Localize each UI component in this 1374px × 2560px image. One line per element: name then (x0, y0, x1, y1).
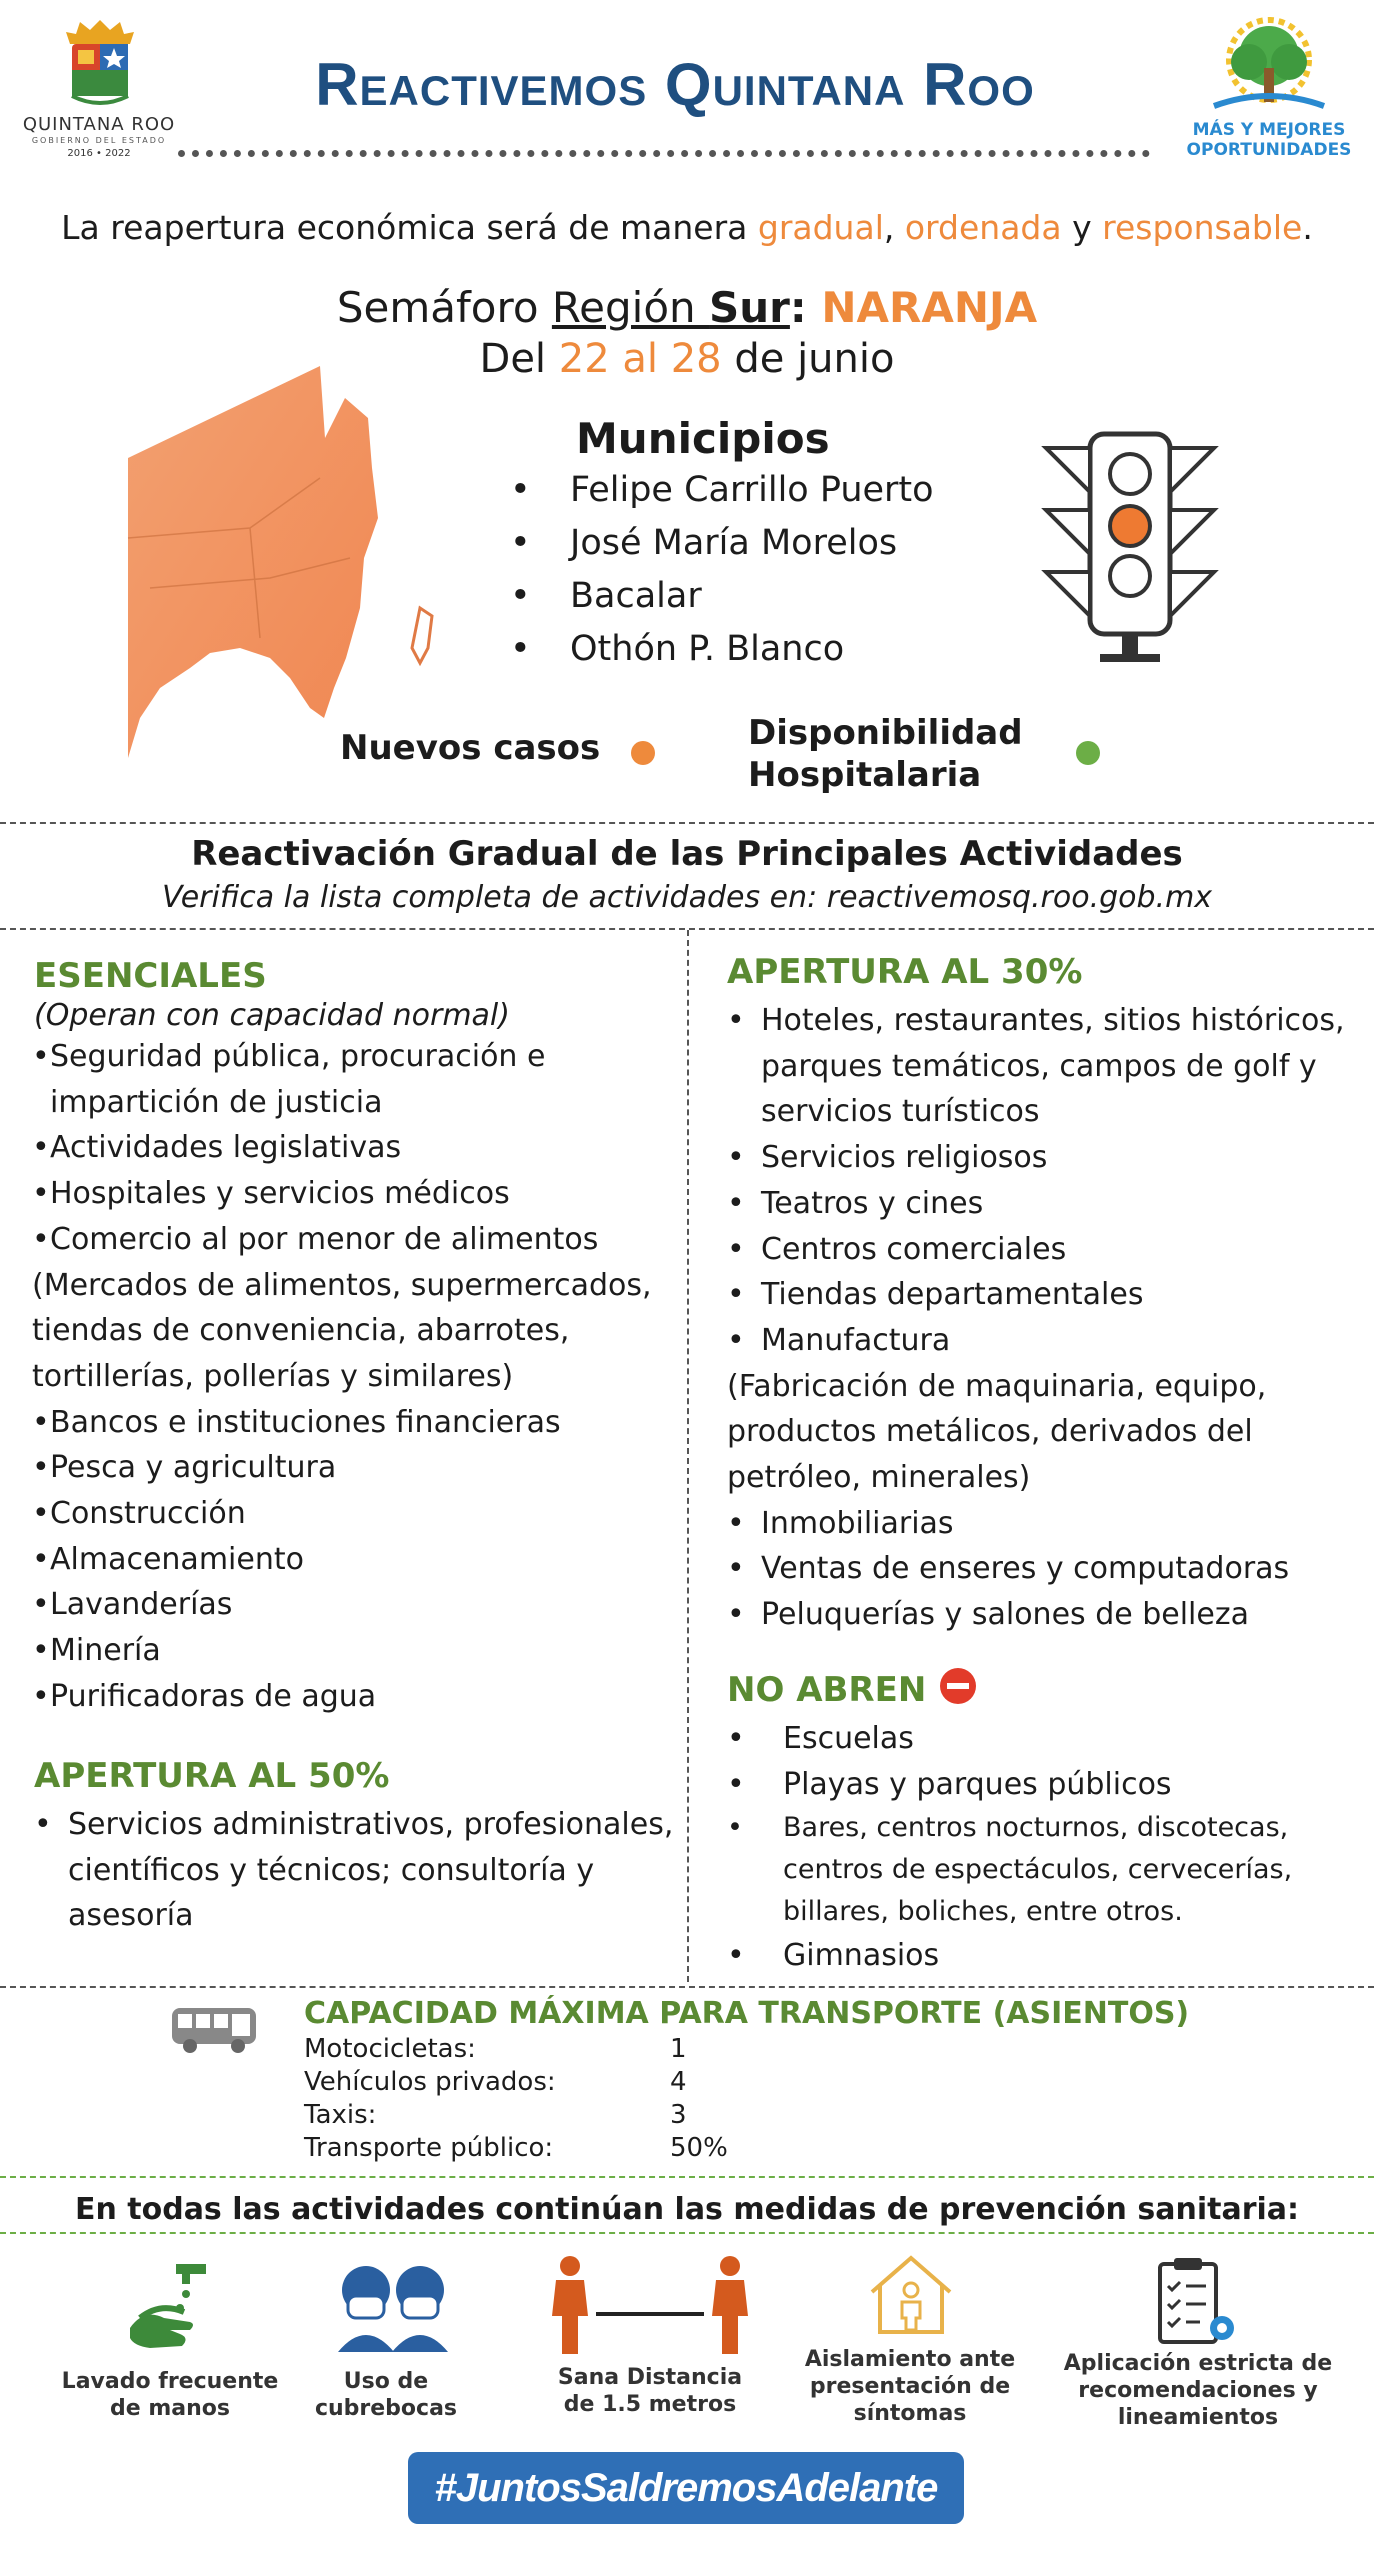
disponibilidad-hospitalaria-label (748, 712, 1023, 796)
caption-line: Lavado frecuente (61, 2369, 279, 2394)
intro-prefix: La reapertura económica será de manera (61, 208, 758, 247)
nuevos-casos-label: Nuevos casos (340, 728, 601, 768)
list-item: petróleo, minerales) (727, 1460, 1031, 1496)
tree-logo-icon (1204, 16, 1334, 116)
reactivacion-title: Reactivación Gradual de las Principales Actividades (191, 834, 1183, 874)
handwashing-icon (120, 2258, 220, 2358)
semaforo-heading (300, 283, 1074, 332)
transporte-value: 1 (670, 2034, 687, 2064)
date-suffix: de junio (721, 336, 895, 382)
list-item: asesoría (68, 1898, 194, 1934)
list-item: impartición de justicia (50, 1084, 383, 1120)
list-item: centros de espectáculos, cervecerías, (783, 1854, 1293, 1886)
intro-suffix: . (1302, 208, 1313, 247)
municipio-item: • Bacalar (510, 576, 934, 629)
mas-y-mejores-oportunidades-logo (1180, 16, 1358, 166)
disp-line-2: Hospitalaria (748, 755, 982, 795)
hashtag-banner: #JuntosSaldremosAdelante (408, 2452, 964, 2524)
municipio-item: • Othón P. Blanco (510, 629, 934, 682)
caption-line: síntomas (853, 2401, 967, 2426)
no-entry-icon (940, 1668, 976, 1704)
list-item: • Hospitales y servicios médicos (32, 1171, 672, 1217)
list-item: • Seguridad pública, procuración e (32, 1034, 672, 1080)
apertura-50-list (34, 1802, 674, 1939)
list-item: (Fabricación de maquinaria, equipo, (727, 1368, 1267, 1404)
list-item: • Lavanderías (32, 1582, 672, 1628)
semaforo-color: NARANJA (821, 283, 1038, 332)
caption-line: presentación de (809, 2374, 1011, 2399)
list-item: • Tiendas departamentales (727, 1272, 1357, 1318)
list-item: servicios turísticos (761, 1094, 1040, 1130)
intro-word-ordenada: ordenada (904, 208, 1062, 247)
prevencion-title: En todas las actividades continúan las medidas de prevención sanitaria: (74, 2192, 1300, 2227)
date-del: Del (479, 336, 559, 382)
page-title: Reactivemos Quintana Roo (315, 51, 1035, 118)
prevencion-caption-aislamiento (780, 2346, 1040, 2427)
apertura-30-list (727, 998, 1357, 1638)
municipios-title: Municipios (576, 414, 830, 463)
semaforo-prefix: Semáforo (336, 283, 552, 332)
caption-line: Aislamiento ante (804, 2347, 1016, 2372)
list-item: • Hoteles, restaurantes, sitios históricos, (727, 998, 1357, 1044)
list-item: • Construcción (32, 1491, 672, 1537)
logo-line-1: MÁS Y MEJORES (1192, 120, 1346, 140)
esenciales-title: ESENCIALES (34, 956, 267, 996)
caption-line: Uso de (343, 2369, 429, 2394)
municipios-list (510, 470, 934, 682)
traffic-light-icon (1040, 428, 1220, 668)
list-item: • Pesca y agricultura (32, 1445, 672, 1491)
esenciales-subtitle: (Operan con capacidad normal) (34, 998, 510, 1033)
intro-sep-2: y (1061, 208, 1103, 247)
transporte-label: Transporte público: (304, 2133, 554, 2163)
list-item: científicos y técnicos; consultoría y (68, 1852, 595, 1888)
prevencion-caption-aplicacion (1056, 2350, 1340, 2431)
transporte-title: CAPACIDAD MÁXIMA PARA TRANSPORTE (ASIENTOS) (304, 1996, 1190, 2031)
section-divider (0, 2232, 1374, 2234)
list-item: • Ventas de enseres y computadoras (727, 1546, 1357, 1592)
list-item: tiendas de conveniencia, abarrotes, (32, 1313, 570, 1349)
list-item: • Bares, centros nocturnos, discotecas, (727, 1807, 1357, 1849)
transporte-value: 3 (670, 2100, 687, 2130)
prevencion-caption-cubrebocas (276, 2368, 496, 2422)
semaforo-colon: : (789, 283, 822, 332)
caption-line: de 1.5 metros (563, 2392, 737, 2417)
list-item: • Actividades legislativas (32, 1125, 672, 1171)
nuevos-casos-status-dot (631, 741, 655, 765)
checklist-icon (1156, 2256, 1240, 2348)
list-item: • Peluquerías y salones de belleza (727, 1592, 1357, 1638)
transporte-value: 50% (670, 2133, 728, 2163)
apertura-50-title: APERTURA AL 50% (34, 1756, 390, 1796)
logo-years: 2016 • 2022 (67, 148, 131, 159)
caption-line: recomendaciones y (1078, 2378, 1318, 2403)
state-shield-icon (64, 18, 136, 108)
transporte-value: 4 (670, 2067, 687, 2097)
title-underline (178, 150, 1150, 157)
list-item: • Servicios religiosos (727, 1135, 1357, 1181)
disponibilidad-status-dot (1076, 741, 1100, 765)
list-item: • Comercio al por menor de alimentos (32, 1217, 672, 1263)
list-item: parques temáticos, campos de golf y (761, 1048, 1317, 1084)
list-item: productos metálicos, derivados del (727, 1414, 1253, 1450)
list-item: • Manufactura (727, 1318, 1357, 1364)
logo-name: QUINTANA ROO (22, 114, 176, 135)
list-item: • Playas y parques públicos (727, 1762, 1357, 1808)
list-item: (Mercados de alimentos, supermercados, (32, 1267, 652, 1303)
transporte-label: Vehículos privados: (304, 2067, 556, 2097)
caption-line: Aplicación estricta de (1063, 2351, 1333, 2376)
region-name: Sur (709, 283, 790, 332)
list-item: tortillerías, pollerías y similares) (32, 1358, 514, 1394)
logo-line-2: OPORTUNIDADES (1186, 140, 1352, 160)
section-divider (0, 822, 1374, 824)
disp-line-1: Disponibilidad (748, 713, 1023, 753)
region-label: Región (551, 283, 710, 332)
date-al: al (609, 336, 671, 382)
prevencion-caption-lavado (40, 2368, 300, 2422)
list-item: • Servicios administrativos, profesionales, (34, 1802, 674, 1848)
municipio-item: • Felipe Carrillo Puerto (510, 470, 934, 523)
column-divider (687, 930, 689, 1982)
region-sur-map (120, 358, 460, 768)
intro-word-responsable: responsable (1102, 208, 1303, 247)
intro-text (20, 208, 1354, 247)
date-start: 22 (558, 336, 610, 382)
date-end: 28 (670, 336, 722, 382)
intro-sep-1: , (883, 208, 905, 247)
municipio-item: • José María Morelos (510, 523, 934, 576)
list-item: • Minería (32, 1628, 672, 1674)
list-item: • Bancos e instituciones financieras (32, 1400, 672, 1446)
bus-icon (170, 2004, 260, 2054)
transporte-label: Motocicletas: (304, 2034, 476, 2064)
caption-line: Sana Distancia (557, 2365, 743, 2390)
list-item: • Gimnasios (727, 1933, 1357, 1979)
list-item: • Centros comerciales (727, 1227, 1357, 1273)
section-divider (0, 2176, 1374, 2178)
section-divider (0, 1986, 1374, 1988)
reactivacion-subtitle: Verifica la lista completa de actividades en: reactivemosq.roo.gob.mx (161, 880, 1213, 915)
esenciales-list (32, 1034, 672, 1720)
caption-line: lineamientos (1117, 2405, 1279, 2430)
semaforo-region (552, 283, 790, 332)
caption-line: cubrebocas (314, 2396, 458, 2421)
prevencion-caption-distancia (528, 2364, 772, 2418)
no-abren-title: NO ABREN (727, 1670, 927, 1710)
list-item: • Almacenamiento (32, 1537, 672, 1583)
quintana-roo-government-logo (14, 18, 184, 158)
intro-word-gradual: gradual (757, 208, 884, 247)
face-mask-icon (334, 2262, 450, 2352)
list-item: • Escuelas (727, 1716, 1357, 1762)
no-abren-list (727, 1716, 1357, 1979)
social-distance-icon (548, 2254, 752, 2358)
caption-line: de manos (110, 2396, 230, 2421)
list-item: • Inmobiliarias (727, 1501, 1357, 1547)
apertura-30-title: APERTURA AL 30% (727, 952, 1083, 992)
transporte-label: Taxis: (304, 2100, 377, 2130)
list-item: • Teatros y cines (727, 1181, 1357, 1227)
list-item: billares, boliches, entre otros. (783, 1896, 1183, 1928)
house-isolation-icon (866, 2252, 956, 2336)
list-item: • Purificadoras de agua (32, 1674, 672, 1720)
logo-subtitle: GOBIERNO DEL ESTADO (31, 136, 167, 145)
